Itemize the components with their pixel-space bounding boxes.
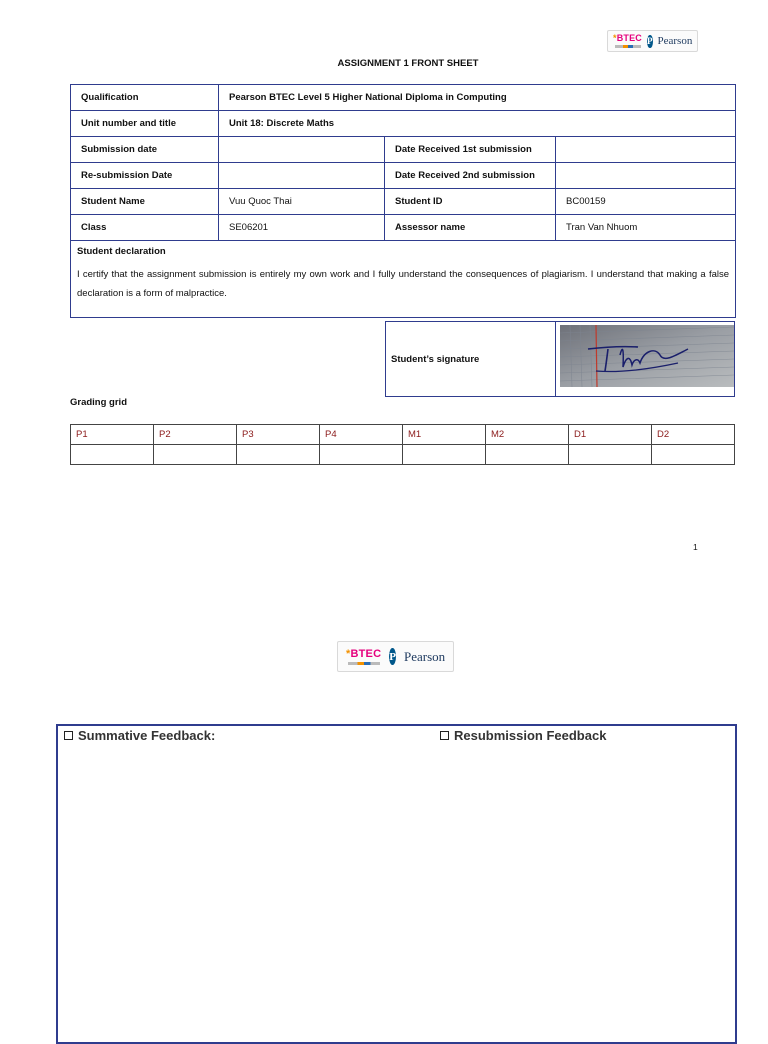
btec-logo-icon: *BTEC: [346, 649, 381, 665]
student-id-label: Student ID: [385, 189, 556, 215]
date-received-1-label: Date Received 1st submission: [385, 137, 556, 163]
qualification-label: Qualification: [71, 85, 219, 111]
grade-cell-m2[interactable]: [486, 445, 569, 465]
grade-header-p3: P3: [237, 425, 320, 445]
checkbox-icon[interactable]: [64, 731, 73, 740]
pearson-wordmark: Pearson: [403, 648, 446, 664]
signature-table: [385, 321, 735, 397]
grade-cell-d2[interactable]: [652, 445, 735, 465]
grade-cell-m1[interactable]: [403, 445, 486, 465]
student-id-value[interactable]: BC00159: [556, 189, 736, 215]
grade-cell-p4[interactable]: [320, 445, 403, 465]
pearson-wordmark: Pearson: [657, 35, 693, 47]
signature-image: [560, 325, 734, 387]
row-submission: [71, 137, 736, 163]
grade-cell-d1[interactable]: [569, 445, 652, 465]
declaration-heading: Student declaration: [77, 246, 166, 257]
pearson-logo-icon: P: [389, 648, 396, 665]
class-label: Class: [71, 215, 219, 241]
grade-cell-p2[interactable]: [154, 445, 237, 465]
checkbox-icon[interactable]: [440, 731, 449, 740]
row-declaration: [71, 241, 736, 318]
row-resubmission: [71, 163, 736, 189]
student-name-value[interactable]: Vuu Quoc Thai: [219, 189, 385, 215]
declaration-text: I certify that the assignment submission is entirely my own work and I fully understand the consequences of plagiarism. I understand that making a false declaration is a form of malpractice.: [77, 269, 730, 299]
resubmission-feedback-label: Resubmission Feedback: [454, 728, 607, 743]
signature-cell: [556, 322, 735, 397]
grade-header-p2: P2: [154, 425, 237, 445]
summative-feedback-label: Summative Feedback:: [78, 728, 216, 743]
student-declaration: [71, 241, 736, 318]
btec-logo-icon: *BTEC: [613, 34, 642, 48]
btec-pearson-logo-page2: [337, 641, 454, 672]
grading-grid: [70, 424, 735, 465]
student-name-label: Student Name: [71, 189, 219, 215]
grading-grid-value-row: [71, 445, 735, 465]
signature-label: Student’s signature: [386, 322, 556, 397]
row-class: [71, 215, 736, 241]
grading-grid-title: Grading grid: [70, 397, 127, 408]
unit-value: Unit 18: Discrete Maths: [219, 111, 736, 137]
resubmission-feedback[interactable]: [440, 728, 606, 743]
grade-header-m2: M2: [486, 425, 569, 445]
assessor-value[interactable]: Tran Van Nhuom: [556, 215, 736, 241]
assessor-label: Assessor name: [385, 215, 556, 241]
class-value[interactable]: SE06201: [219, 215, 385, 241]
submission-date-value[interactable]: [219, 137, 385, 163]
grade-header-d2: D2: [652, 425, 735, 445]
resubmission-date-value[interactable]: [219, 163, 385, 189]
grading-grid-header-row: [71, 425, 735, 445]
pearson-logo-icon: P: [647, 36, 653, 46]
summative-feedback[interactable]: [64, 728, 215, 743]
date-received-2-value[interactable]: [556, 163, 736, 189]
front-sheet-table: [70, 84, 736, 318]
submission-date-label: Submission date: [71, 137, 219, 163]
date-received-2-label: Date Received 2nd submission: [385, 163, 556, 189]
page-number: 1: [693, 542, 698, 552]
resubmission-date-label: Re-submission Date: [71, 163, 219, 189]
grade-header-m1: M1: [403, 425, 486, 445]
unit-label: Unit number and title: [71, 111, 219, 137]
row-student: [71, 189, 736, 215]
grade-cell-p1[interactable]: [71, 445, 154, 465]
grade-header-d1: D1: [569, 425, 652, 445]
grade-header-p4: P4: [320, 425, 403, 445]
page-title: ASSIGNMENT 1 FRONT SHEET: [337, 58, 479, 69]
btec-pearson-logo: [607, 30, 698, 52]
row-unit: [71, 111, 736, 137]
grade-header-p1: P1: [71, 425, 154, 445]
qualification-value: Pearson BTEC Level 5 Higher National Diploma in Computing: [219, 85, 736, 111]
feedback-box: [56, 724, 737, 1044]
date-received-1-value[interactable]: [556, 137, 736, 163]
grade-cell-p3[interactable]: [237, 445, 320, 465]
row-qualification: [71, 85, 736, 111]
